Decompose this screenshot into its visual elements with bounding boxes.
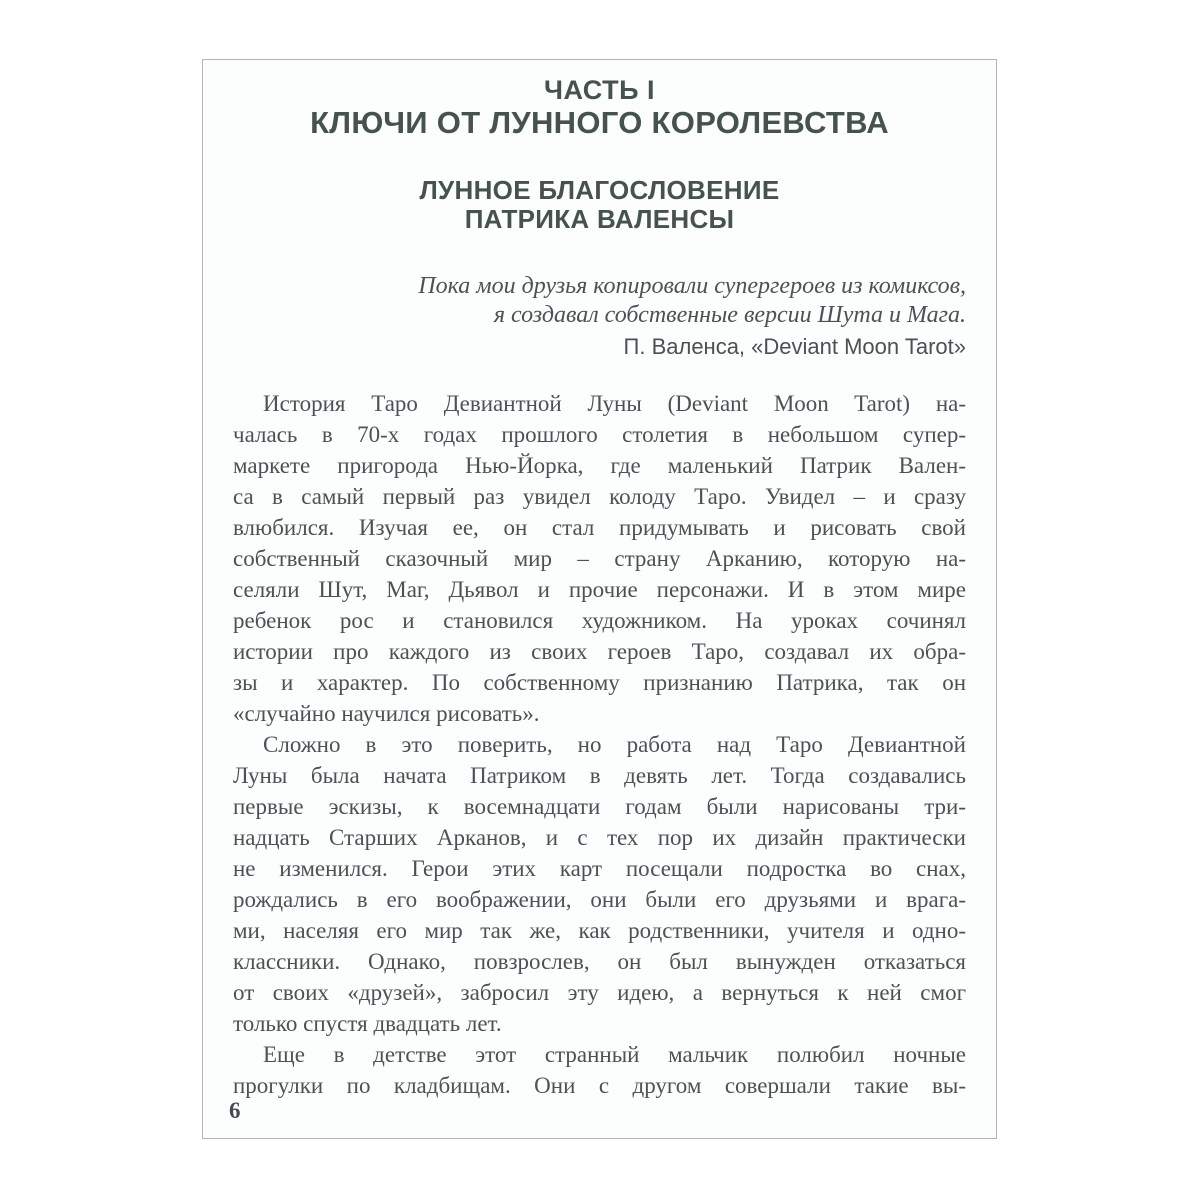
body-line: селяли Шут, Маг, Дьявол и прочие персонажи. И в этом мире [233,577,966,602]
part-label: ЧАСТЬ I [543,75,656,105]
body-line: собственный сказочный мир – страну Арканию, которую на- [233,546,966,571]
body-line: маркете пригорода Нью-Йорка, где маленький Патрик Вален- [233,453,966,478]
body-line: от своих «друзей», забросил эту идею, а вернуться к ней смог [233,980,966,1005]
body-line: первые эскизы, к восемнадцати годам были нарисованы три- [233,794,966,819]
body-line: истории про каждого из своих героев Таро, создавал их обра- [233,639,966,664]
body-line: влюбился. Изучая ее, он стал придумывать и рисовать свой [233,515,966,540]
body-line: надцать Старших Арканов, и с тех пор их дизайн практически [233,825,966,850]
body-line: «случайно научился рисовать». [233,701,540,726]
body-line: зы и характер. По собственному признанию Патрика, так он [233,670,966,695]
body-line: са в самый первый раз увидел колоду Таро. Увидел – и сразу [233,484,966,509]
body-line: ми, населяя его мир так же, как родственники, учителя и одно- [233,918,966,943]
body-line: Луны была начата Патриком в девять лет. Тогда создавались [233,763,966,788]
body-line: классники. Однако, повзрослев, он был вынужден отказаться [233,949,966,974]
body-line: рождались в его воображении, они были его друзьями и врага- [233,887,966,912]
body-line: Еще в детстве этот странный мальчик полюбил ночные [263,1042,966,1067]
body-line: Сложно в это поверить, но работа над Таро Девиантной [263,732,966,757]
epigraph-line: Пока мои друзья копировали супергероев из комиксов, [418,273,966,299]
epigraph-line: я создавал собственные версии Шута и Мага. [493,302,966,328]
chapter-title [203,176,996,234]
body-line: История Таро Девиантной Луны (Deviant Moon Tarot) на- [263,391,966,416]
body-line: не изменился. Герои этих карт посещали подростка во снах, [233,856,966,881]
body-line: прогулки по кладбищам. Они с другом совершали такие вы- [233,1073,966,1098]
chapter-title-line-2: ПАТРИКА ВАЛЕНСЫ [464,204,735,234]
body-text [203,388,996,1101]
body-line: только спустя двадцать лет. [233,1011,502,1036]
epigraph [203,272,996,360]
epigraph-attribution: П. Валенса, «Deviant Moon Tarot» [623,334,966,359]
body-line: чалась в 70-х годах прошлого столетия в небольшом супер- [233,422,966,447]
part-title: КЛЮЧИ ОТ ЛУННОГО КОРОЛЕВСТВА [310,105,889,140]
chapter-title-line-1: ЛУННОЕ БЛАГОСЛОВЕНИЕ [419,175,780,205]
body-line: ребенок рос и становился художником. На уроках сочинял [233,608,966,633]
page-number: 6 [229,1098,241,1123]
book-page [202,59,997,1139]
